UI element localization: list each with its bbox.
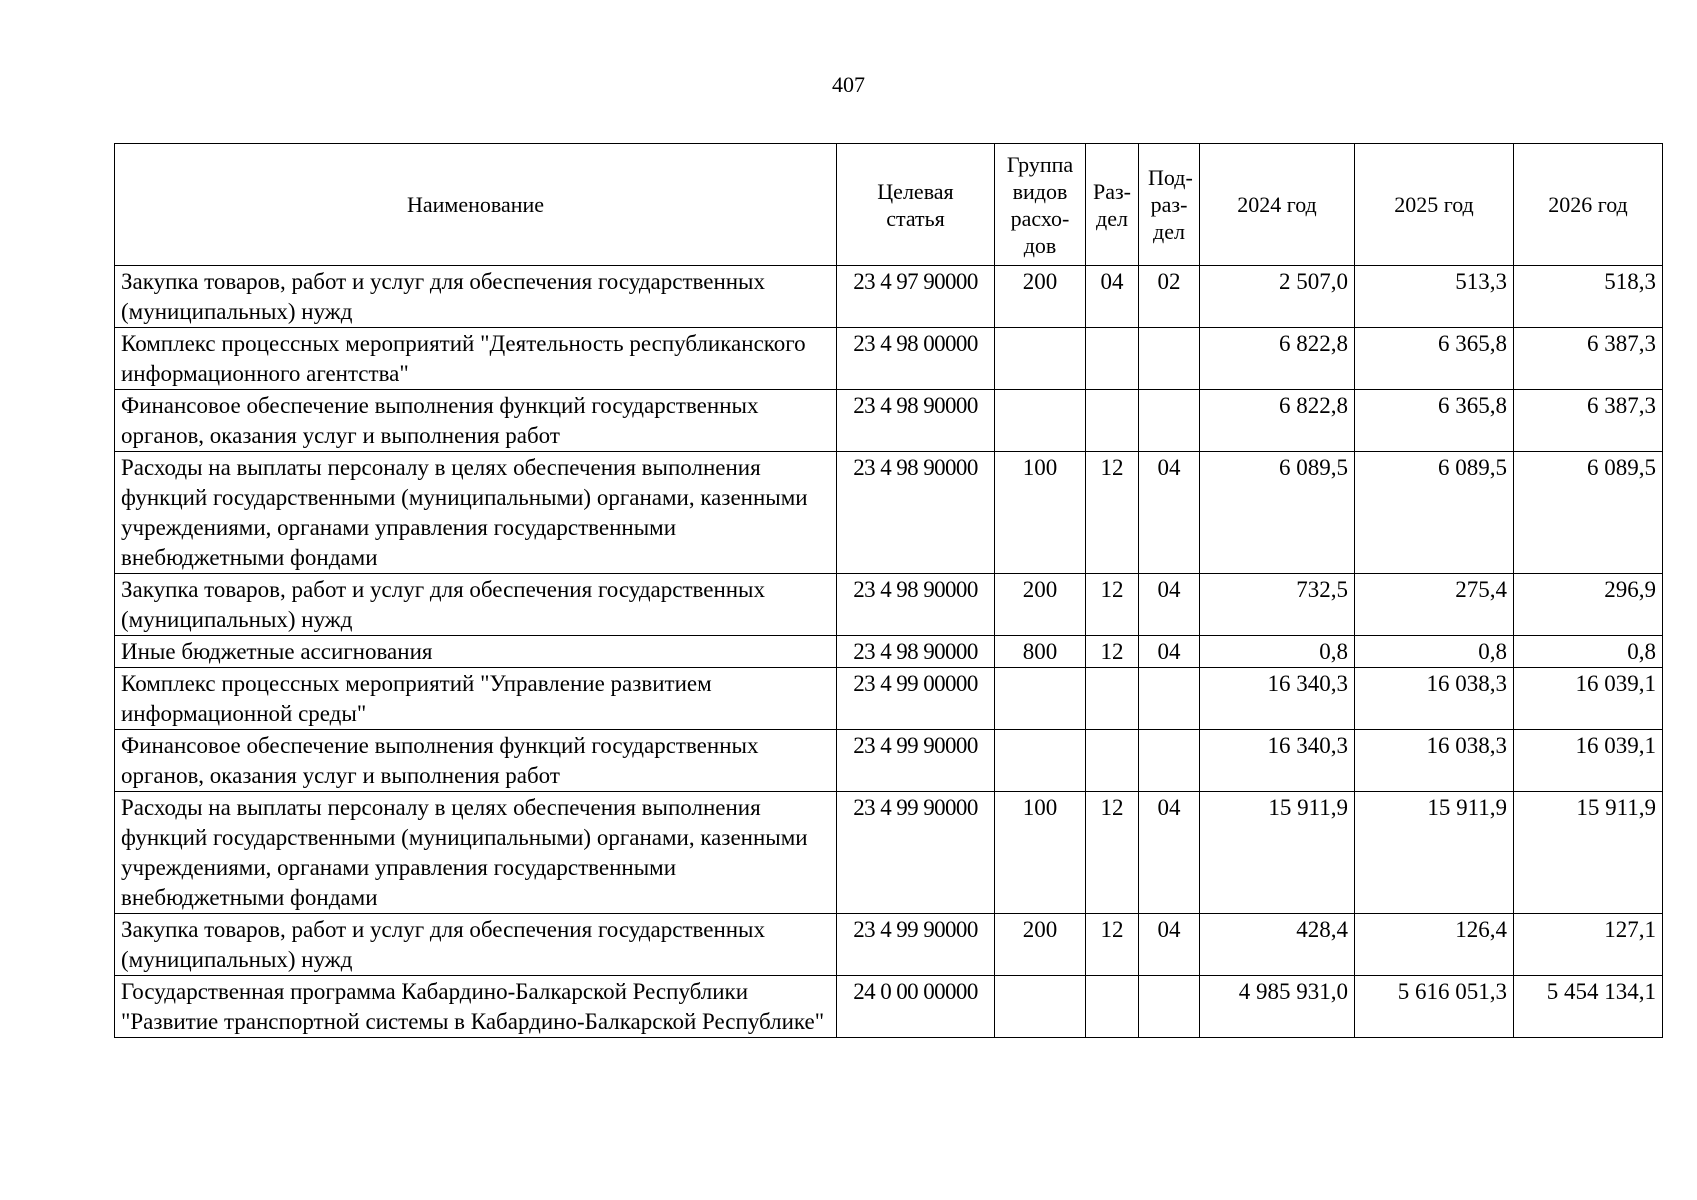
row-amount-2026: 15 911,9 xyxy=(1514,792,1663,914)
page-number: 407 xyxy=(832,72,865,97)
row-expense-group: 100 xyxy=(995,792,1086,914)
row-subsection xyxy=(1139,730,1200,792)
row-name: Закупка товаров, работ и услуг для обеспечения государственных (муниципальных) нужд xyxy=(115,574,837,636)
table-row xyxy=(115,390,1663,452)
row-subsection xyxy=(1139,976,1200,1038)
row-section xyxy=(1086,390,1139,452)
row-section xyxy=(1086,668,1139,730)
row-amount-2025: 126,4 xyxy=(1355,914,1514,976)
row-section xyxy=(1086,976,1139,1038)
table-row xyxy=(115,452,1663,574)
row-section xyxy=(1086,328,1139,390)
header-2024: 2024 год xyxy=(1200,144,1355,266)
row-amount-2026: 16 039,1 xyxy=(1514,730,1663,792)
row-subsection: 04 xyxy=(1139,636,1200,668)
header-2025: 2025 год xyxy=(1355,144,1514,266)
row-subsection: 04 xyxy=(1139,574,1200,636)
row-expense-group: 200 xyxy=(995,266,1086,328)
header-target: Целевая статья xyxy=(837,144,995,266)
row-subsection xyxy=(1139,668,1200,730)
row-name: Расходы на выплаты персоналу в целях обеспечения выполнения функций государственными (муниципальными) органами, казенными учреждениями, органами управления государственными внебюджетными фондами xyxy=(115,452,837,574)
row-subsection xyxy=(1139,390,1200,452)
row-section: 12 xyxy=(1086,914,1139,976)
table-row xyxy=(115,668,1663,730)
row-name: Расходы на выплаты персоналу в целях обеспечения выполнения функций государственными (муниципальными) органами, казенными учреждениями, органами управления государственными внебюджетными фондами xyxy=(115,792,837,914)
row-name: Закупка товаров, работ и услуг для обеспечения государственных (муниципальных) нужд xyxy=(115,914,837,976)
row-amount-2026: 296,9 xyxy=(1514,574,1663,636)
row-target-code: 23 4 98 00000 xyxy=(837,328,995,390)
row-amount-2026: 0,8 xyxy=(1514,636,1663,668)
row-expense-group xyxy=(995,328,1086,390)
row-amount-2025: 6 365,8 xyxy=(1355,328,1514,390)
row-amount-2026: 6 387,3 xyxy=(1514,328,1663,390)
row-target-code: 23 4 97 90000 xyxy=(837,266,995,328)
row-target-code: 23 4 99 90000 xyxy=(837,914,995,976)
row-amount-2025: 15 911,9 xyxy=(1355,792,1514,914)
row-amount-2025: 16 038,3 xyxy=(1355,668,1514,730)
row-target-code: 24 0 00 00000 xyxy=(837,976,995,1038)
row-target-code: 23 4 98 90000 xyxy=(837,574,995,636)
row-subsection: 04 xyxy=(1139,792,1200,914)
row-name: Финансовое обеспечение выполнения функций государственных органов, оказания услуг и выполнения работ xyxy=(115,730,837,792)
table-row xyxy=(115,976,1663,1038)
header-section: Раз-дел xyxy=(1086,144,1139,266)
table-row xyxy=(115,574,1663,636)
row-amount-2025: 6 089,5 xyxy=(1355,452,1514,574)
row-expense-group xyxy=(995,730,1086,792)
budget-table xyxy=(114,143,1663,1038)
row-subsection: 02 xyxy=(1139,266,1200,328)
row-target-code: 23 4 98 90000 xyxy=(837,636,995,668)
row-subsection: 04 xyxy=(1139,452,1200,574)
row-target-code: 23 4 99 90000 xyxy=(837,792,995,914)
row-section: 04 xyxy=(1086,266,1139,328)
row-expense-group xyxy=(995,668,1086,730)
row-expense-group: 100 xyxy=(995,452,1086,574)
table-row xyxy=(115,792,1663,914)
row-section: 12 xyxy=(1086,574,1139,636)
row-amount-2025: 275,4 xyxy=(1355,574,1514,636)
row-amount-2024: 428,4 xyxy=(1200,914,1355,976)
row-amount-2024: 6 822,8 xyxy=(1200,328,1355,390)
row-expense-group: 200 xyxy=(995,574,1086,636)
row-target-code: 23 4 99 90000 xyxy=(837,730,995,792)
row-name: Государственная программа Кабардино-Балкарской Республики "Развитие транспортной системы в Кабардино-Балкарской Республике" xyxy=(115,976,837,1038)
row-amount-2024: 732,5 xyxy=(1200,574,1355,636)
row-amount-2025: 6 365,8 xyxy=(1355,390,1514,452)
row-amount-2025: 513,3 xyxy=(1355,266,1514,328)
table-header xyxy=(115,144,1663,266)
row-amount-2026: 518,3 xyxy=(1514,266,1663,328)
table-body xyxy=(115,266,1663,1038)
table-row xyxy=(115,914,1663,976)
row-amount-2025: 5 616 051,3 xyxy=(1355,976,1514,1038)
row-amount-2026: 127,1 xyxy=(1514,914,1663,976)
row-amount-2025: 16 038,3 xyxy=(1355,730,1514,792)
row-subsection: 04 xyxy=(1139,914,1200,976)
header-subsection: Под-раз-дел xyxy=(1139,144,1200,266)
row-target-code: 23 4 98 90000 xyxy=(837,390,995,452)
row-section: 12 xyxy=(1086,792,1139,914)
row-amount-2026: 6 387,3 xyxy=(1514,390,1663,452)
row-amount-2024: 6 822,8 xyxy=(1200,390,1355,452)
row-amount-2026: 6 089,5 xyxy=(1514,452,1663,574)
row-name: Комплекс процессных мероприятий "Управление развитием информационной среды" xyxy=(115,668,837,730)
row-expense-group xyxy=(995,390,1086,452)
row-section: 12 xyxy=(1086,452,1139,574)
row-section: 12 xyxy=(1086,636,1139,668)
row-amount-2024: 6 089,5 xyxy=(1200,452,1355,574)
row-expense-group: 800 xyxy=(995,636,1086,668)
row-target-code: 23 4 99 00000 xyxy=(837,668,995,730)
header-group: Группа видов расхо-дов xyxy=(995,144,1086,266)
row-amount-2024: 0,8 xyxy=(1200,636,1355,668)
header-name: Наименование xyxy=(115,144,837,266)
row-name: Комплекс процессных мероприятий "Деятельность республиканского информационного агентства" xyxy=(115,328,837,390)
row-amount-2024: 2 507,0 xyxy=(1200,266,1355,328)
row-name: Иные бюджетные ассигнования xyxy=(115,636,837,668)
row-amount-2024: 16 340,3 xyxy=(1200,668,1355,730)
table-row xyxy=(115,266,1663,328)
row-name: Финансовое обеспечение выполнения функций государственных органов, оказания услуг и выполнения работ xyxy=(115,390,837,452)
row-subsection xyxy=(1139,328,1200,390)
row-amount-2026: 16 039,1 xyxy=(1514,668,1663,730)
row-target-code: 23 4 98 90000 xyxy=(837,452,995,574)
row-section xyxy=(1086,730,1139,792)
row-expense-group xyxy=(995,976,1086,1038)
row-amount-2025: 0,8 xyxy=(1355,636,1514,668)
row-expense-group: 200 xyxy=(995,914,1086,976)
table-row xyxy=(115,328,1663,390)
table-row xyxy=(115,730,1663,792)
header-2026: 2026 год xyxy=(1514,144,1663,266)
row-amount-2026: 5 454 134,1 xyxy=(1514,976,1663,1038)
row-amount-2024: 15 911,9 xyxy=(1200,792,1355,914)
row-name: Закупка товаров, работ и услуг для обеспечения государственных (муниципальных) нужд xyxy=(115,266,837,328)
row-amount-2024: 16 340,3 xyxy=(1200,730,1355,792)
table-row xyxy=(115,636,1663,668)
row-amount-2024: 4 985 931,0 xyxy=(1200,976,1355,1038)
